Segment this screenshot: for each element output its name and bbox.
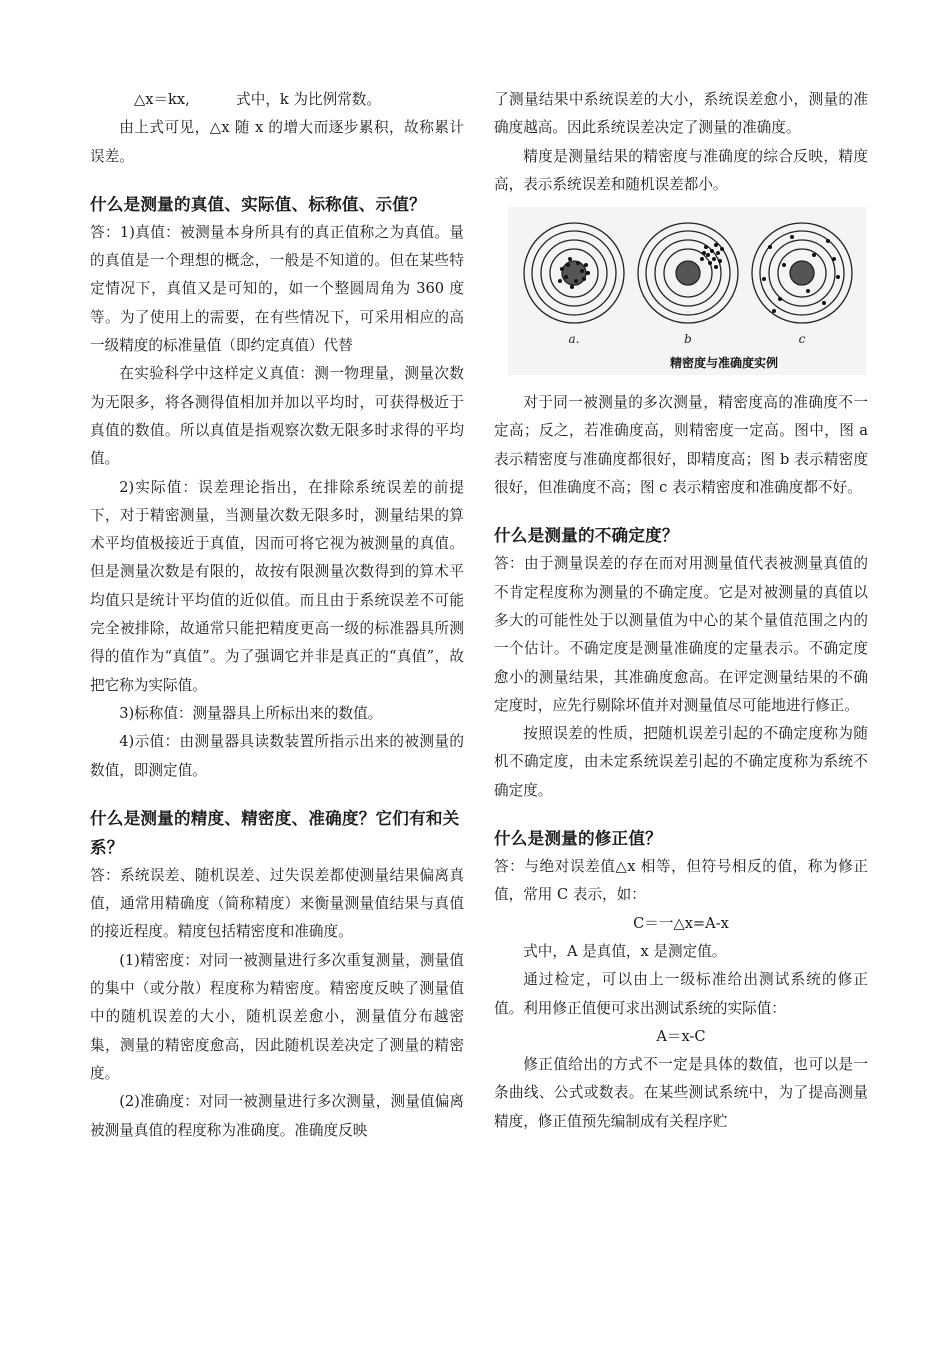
uncertainty-paragraph-2: 按照误差的性质，把随机误差引起的不确定度称为随机不确定度，由未定系统误差引起的不确定度称为系统不确定度。 <box>494 725 868 799</box>
label-c: c <box>798 332 806 347</box>
correction-paragraph-3: 通过检定，可以由上一级标准给出测试系统的修正值。利用修正值便可求出测试系统的实际值： <box>494 971 868 1017</box>
true-value-paragraph-2: 在实验科学中这样定义真值：测一物理量，测量次数为无限多，将各测得值相加并加以平均时，可获得极近于真值的数值。所以真值是指观察次数无限多时求得的平均值。 <box>90 365 464 468</box>
correction-paragraph-2: 式中，A 是真值，x 是测定值。 <box>523 942 727 960</box>
target-b <box>638 223 738 323</box>
precision-accuracy-figure <box>508 207 866 375</box>
cumulative-error-equation: △x＝kx, 式中，k 为比例常数。 <box>134 91 381 108</box>
precision-paragraph-3: (2)准确度：对同一被测量进行多次测量，测量值偏离被测量真值的程度称为准确度。准确度反映 <box>90 1093 464 1139</box>
cumulative-error-paragraph: 由上式可见，△x 随 x 的增大而逐步累积，故称累计误差。 <box>90 119 464 165</box>
indicated-value-paragraph: 4)示值：由测量器具读数装置所指示出来的被测量的数值，即测定值。 <box>90 733 464 779</box>
target-c <box>752 223 852 323</box>
heading-uncertainty: 什么是测量的不确定度？ <box>494 526 679 546</box>
correction-equation-a: A＝x-C <box>656 1027 706 1045</box>
nominal-value-paragraph: 3)标称值：测量器具上所标出来的数值。 <box>119 704 383 722</box>
correction-paragraph-1: 答：与绝对误差值△x 相等，但符号相反的值，称为修正值，常用 C 表示，如： <box>494 858 868 904</box>
correction-paragraph-4: 修正值给出的方式不一定是具体的数值，也可以是一条曲线、公式或数表。在某些测试系统中，为了提高测量精度，修正值预先编制成有关程序贮 <box>494 1056 868 1130</box>
precision-paragraph-1: 答：系统误差、随机误差、过失误差都使测量结果偏离真值，通常用精确度（简称精度）来衡量测量值结果与真值的接近程度。精度包括精密度和准确度。 <box>90 866 464 941</box>
uncertainty-paragraph-1: 答：由于测量误差的存在而对用测量值代表被测量真值的不肯定程度称为测量的不确定度。它是对被测量的真值以多大的可能性处于以测量值为中心的某个量值范围之内的一个估计。不确定度是测量准确度的定量表示。不确定度愈小的测量结果，其准确度愈高。在评定测量结果的不确定度时，应先行剔除坏值并对测量值尽可能地进行修正。 <box>494 555 868 714</box>
correction-equation-c: C＝一△x=A-x <box>633 914 729 932</box>
figure-explanation-paragraph: 对于同一被测量的多次测量，精密度高的准确度不一定高；反之，若准确度高，则精密度一定高。图中，图 a 表示精密度与准确度都很好，即精度高；图 b 表示精密度很好，但准确度不高；图 c 表示精密度和准确度都不好。 <box>494 394 868 497</box>
label-b: b <box>684 332 692 347</box>
actual-value-paragraph: 2)实际值：误差理论指出，在排除系统误差的前提下，对于精密测量，当测量次数无限多时，测量结果的算术平均值极接近于真值，因而可将它视为被测量的真值。但是测量次数是有限的，故按有限测量次数得到的算术平均值只是统计平均值的近似值。而且由于系统误差不可能完全被排除，故通常只能把精度更高一级的标准器具所测得的值作为“真值”。为了强调它并非是真正的“真值”，故把它称为实际值。 <box>90 478 464 694</box>
true-value-paragraph-1: 答：1)真值：被测量本身所具有的真正值称之为真值。量的真值是一个理想的概念，一般是不知道的。但在某些特定情况下，真值又是可知的，如一个整圆周角为 360 度等。为了使用上的需要，在有些情况下，可采用相应的高一级精度的标准量值（即约定真值）代替 <box>90 223 464 355</box>
heading-precision: 什么是测量的精度、精密度、准确度？它们有和关系？ <box>90 808 460 857</box>
precision-paragraph-2: (1)精密度：对同一被测量进行多次重复测量，测量值的集中（或分散）程度称为精密度。精密度反映了测量值中的随机误差的大小，随机误差愈小，测量值分布越密集，测量的精密度愈高，因此随机误差决定了测量的精密度。 <box>90 951 464 1082</box>
accuracy-summary-paragraph: 精度是测量结果的精密度与准确度的综合反映，精度高，表示系统误差和随机误差都小。 <box>494 147 868 193</box>
heading-true-value: 什么是测量的真值、实际值、标称值、示值？ <box>90 194 426 214</box>
target-a <box>524 223 624 323</box>
accuracy-continuation-paragraph: 了测量结果中系统误差的大小，系统误差愈小，测量的准确度越高。因此系统误差决定了测量的准确度。 <box>494 91 868 137</box>
figure-caption: 精密度与准确度实例 <box>669 356 779 371</box>
heading-correction: 什么是测量的修正值？ <box>494 829 662 849</box>
right-column <box>494 86 868 1136</box>
label-a: a. <box>568 332 580 347</box>
left-column <box>90 86 464 1145</box>
target-diagrams <box>508 207 866 375</box>
